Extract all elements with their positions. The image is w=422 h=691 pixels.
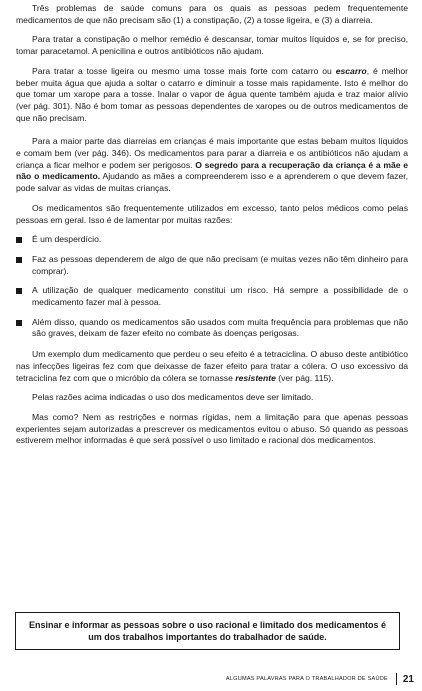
paragraph-5: Os medicamentos são frequentemente utilizados em excesso, tanto pelos médicos como pelas pessoas em geral. Isso é de lamentar por muitas razões: [16,202,408,225]
list-item-text: Faz as pessoas dependerem de algo de que não precisam (e muitas vezes não têm dinheiro para comprar). [32,253,408,276]
list-item-text: A utilização de qualquer medicamento constitui um risco. Há sempre a possibilidade de o medicamento fazer mal à pessoa. [32,285,408,308]
square-bullet-icon [16,320,22,326]
paragraph-3 [16,66,408,125]
paragraph-2: Para tratar a constipação o melhor remédio é descansar, tomar muitos líquidos e, se for preciso, tomar paracetamol. A penicilina e outros antibióticos não ajudam. [16,34,408,57]
list-item [16,254,408,277]
paragraph-6-start: Um exemplo dum medicamento que perdeu o seu efeito é a tetraciclina. O abuso deste antibiótico nas infecções ligeiras fez com que deixasse de fazer efeito para tratar a cólera. O uso excessivo da tetraciclina fez com que o micróbio da cólera se tornasse [16,349,408,383]
page-number: 21 [402,673,414,685]
paragraph-6-emphasis: resistente [235,372,276,383]
paragraph-4 [16,136,408,195]
paragraph-6-end: (ver pág. 115). [275,372,334,383]
list-item [16,285,408,308]
body-text [16,3,408,455]
paragraph-3-emphasis: escarro [335,65,367,76]
paragraph-1: Três problemas de saúde comuns para os quais as pessoas pedem frequentemente medicamentos de que não precisam são (1) a constipação, (2) a tosse ligeira, e (3) a diarreia. [16,3,408,25]
square-bullet-icon [16,288,22,294]
paragraph-4-start: Para a maior parte das diarreias em crianças é mais importante que estas bebam muitos líquidos e comam bem (ver pág. 346). Os medicamentos para parar a diarreia e os antibióticos não ajudam a criança a ficar melhor e podem ser perigosos. [16,136,408,170]
paragraph-4-bold: O segredo para a recuperação da criança é a mãe e não o medicamento. [16,159,408,182]
list-item-text: Além disso, quando os medicamentos são usados com muita frequência para problemas que não são graves, deixam de fazer efeito no combate às doenças perigosas. [32,316,408,339]
square-bullet-icon [16,257,22,263]
paragraph-4-end: Ajudando as mães a compreenderem isso e a aprenderem o que devem fazer, pode salvar as vidas de muitas crianças. [16,171,409,194]
key-message-box [15,612,400,650]
page-footer [0,672,414,686]
list-item [16,234,408,246]
list-item-text: É um desperdício. [32,234,102,245]
paragraph-7: Pelas razões acima indicadas o uso dos medicamentos deve ser limitado. [32,392,314,403]
running-head: ALGUMAS PALAVRAS PARA O TRABALHADOR DE SAÚDE [225,676,388,682]
paragraph-3-start: Para tratar a tosse ligeira ou mesmo uma tosse mais forte com catarro ou [32,65,336,76]
paragraph-6 [16,349,408,384]
square-bullet-icon [16,237,22,243]
reasons-list [16,234,408,340]
paragraph-8: Mas como? Nem as restrições e normas rígidas, nem a limitação para que apenas pessoas experientes sejam autorizadas a prescrever os medicamentos evitou o abuso. Só quando as pessoas estiverem melhor informadas é que será possível o uso limitado e racional dos medicamentos. [16,411,408,446]
key-message-text: Ensinar e informar as pessoas sobre o uso racional e limitado dos medicamentos é um dos trabalhos importantes do trabalhador de saúde. [28,620,387,642]
list-item [16,317,408,340]
paragraph-3-end: , é melhor beber muita água que ajuda a soltar o catarro e diminuir a tosse mais rapidamente. Isto é melhor do que tomar um xarope para a tosse. Inalar o vapor de água quente também ajuda e traz maior alívio (ver pág. 301). Não é bom tomar as pessoas dependentes de xaropes ou de outros medicamentos de que não precisam. [16,65,408,123]
footer-divider [396,673,397,685]
